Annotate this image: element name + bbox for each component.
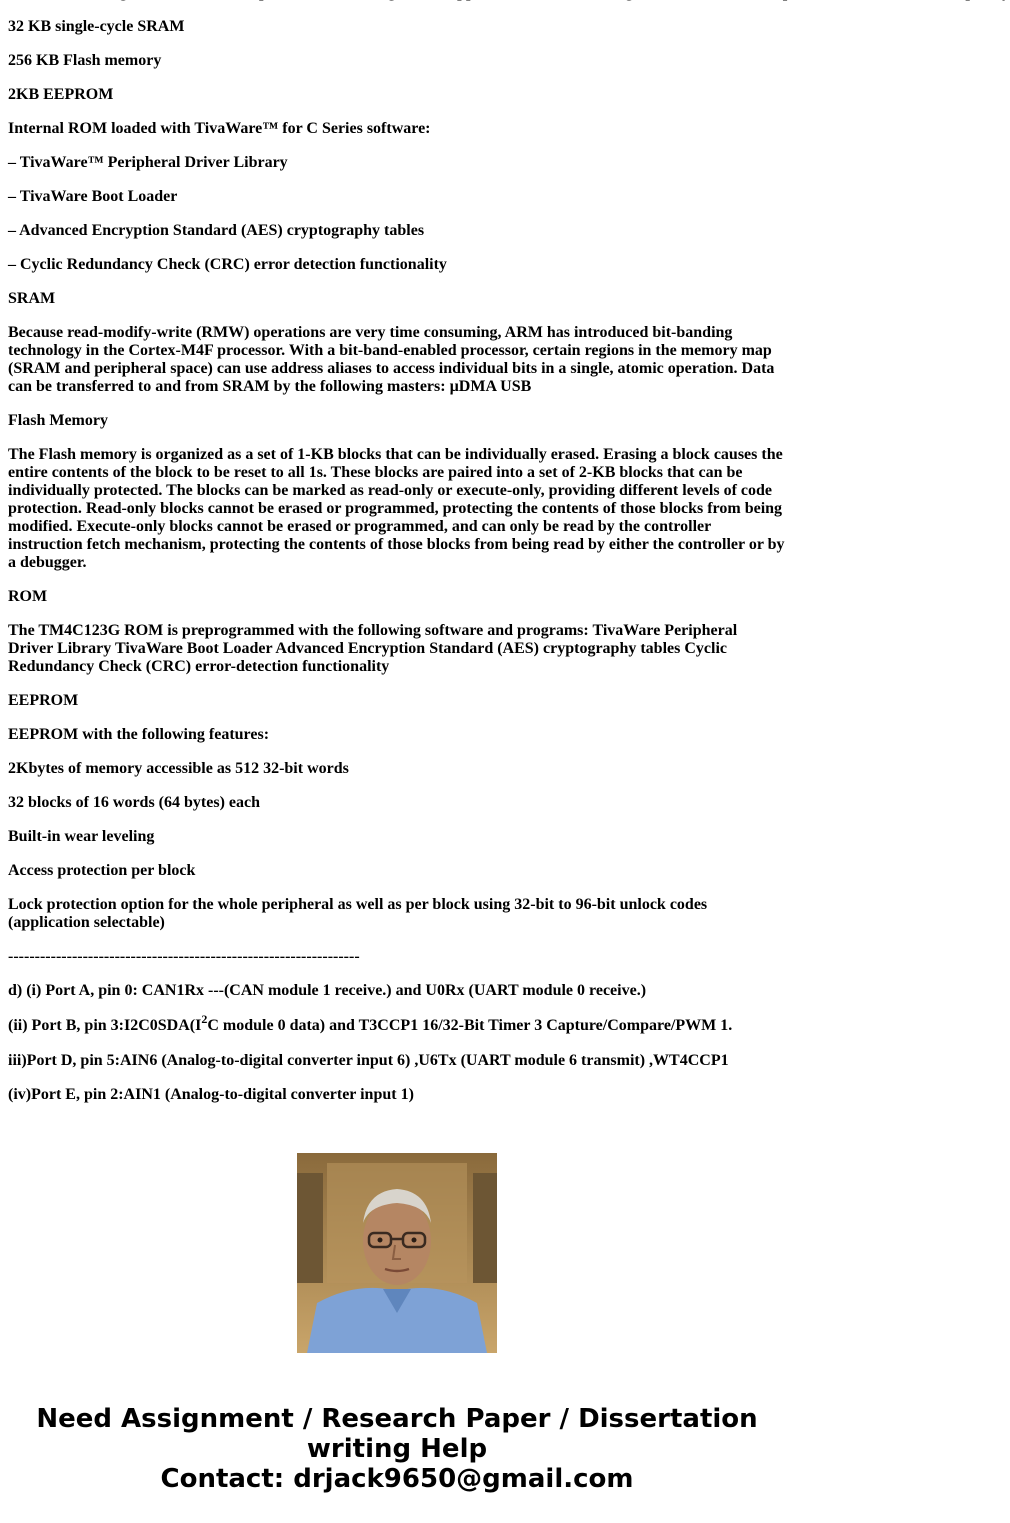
flash-description: The Flash memory is organized as a set of 1-KB blocks that can be individually erased. Erasing a block causes the entire contents of the block to be reset to all 1s. These blocks are paired into a set of 2-KB blocks that can be individually protected. The blocks can be marked as read-only or execute-only, providing different levels of code protection. Read-only blocks cannot be erased or programmed, protecting the contents of those blocks from being modified. Execute-only blocks cannot be erased or programmed, and can only be read by the controller instruction fetch mechanism, protecting the contents of those blocks from being read by either the controller or by a debugger.: [8, 446, 785, 571]
author-portrait-image: [297, 1153, 497, 1353]
cta-line-2: writing Help: [306, 1434, 488, 1464]
cta-line-1: Need Assignment / Research Paper / Dissertation: [36, 1404, 758, 1434]
eeprom-feature-wear-leveling: Built-in wear leveling: [8, 828, 155, 845]
feature-sram: 32 KB single-cycle SRAM: [8, 18, 185, 35]
port-b-text-before: (ii) Port B, pin 3:I2C0SDA(I: [8, 1017, 202, 1034]
answer-port-e: (iv)Port E, pin 2:AIN1 (Analog-to-digital converter input 1): [8, 1086, 414, 1103]
heading-flash-memory: Flash Memory: [8, 412, 108, 429]
cta-contact-email[interactable]: Contact: drjack9650@gmail.com: [160, 1464, 634, 1494]
rom-item-crc: – Cyclic Redundancy Check (CRC) error detection functionality: [8, 256, 447, 273]
feature-internal-rom: Internal ROM loaded with TivaWare™ for C Series software:: [8, 120, 431, 137]
sram-description: Because read-modify-write (RMW) operations are very time consuming, ARM has introduced bit-banding technology in the Cortex-M4F processor. With a bit-band-enabled processor, certain regions in the memory map (SRAM and peripheral space) can use address aliases to access individual bits in a single, atomic operation. Data can be transferred to and from SRAM by the following masters: µDMA USB: [8, 324, 775, 395]
port-b-superscript: 2: [201, 1011, 208, 1026]
feature-eeprom: 2KB EEPROM: [8, 86, 114, 103]
heading-sram: SRAM: [8, 290, 56, 307]
answer-port-b: [8, 1011, 786, 1035]
heading-eeprom: EEPROM: [8, 692, 79, 709]
rom-item-boot-loader: – TivaWare Boot Loader: [8, 188, 178, 205]
eeprom-feature-size: 2Kbytes of memory accessible as 512 32-bit words: [8, 760, 349, 777]
rom-item-driver-library: – TivaWare™ Peripheral Driver Library: [8, 154, 288, 171]
eeprom-intro: EEPROM with the following features:: [8, 726, 270, 743]
eeprom-feature-lock-protection: Lock protection option for the whole peripheral as well as per block using 32-bit to 96-bit unlock codes (application selectable): [8, 896, 708, 931]
rom-item-aes-tables: – Advanced Encryption Standard (AES) cryptography tables: [8, 222, 425, 239]
cut-off-line: [8, 0, 786, 2]
eeprom-feature-access-protection: Access protection per block: [8, 862, 196, 879]
rom-description: The TM4C123G ROM is preprogrammed with the following software and programs: TivaWare Peripheral Driver Library TivaWare Boot Loader Advanced Encryption Standard (AES) cryptography tables Cyclic Redundancy Check (CRC) error-detection functionality: [8, 622, 738, 675]
heading-rom: ROM: [8, 588, 48, 605]
port-b-text-after: C module 0 data) and T3CCP1 16/32-Bit Timer 3 Capture/Compare/PWM 1.: [207, 1017, 733, 1034]
document-body: [8, 0, 786, 1120]
answer-port-a: d) (i) Port A, pin 0: CAN1Rx ---(CAN module 1 receive.) and U0Rx (UART module 0 receive.): [8, 982, 647, 999]
divider-line: ------------------------------------------------------------------: [8, 948, 360, 965]
eeprom-feature-blocks: 32 blocks of 16 words (64 bytes) each: [8, 794, 260, 811]
author-avatar: [297, 1153, 497, 1353]
answer-port-d: iii)Port D, pin 5:AIN6 (Analog-to-digital converter input 6) ,U6Tx (UART module 6 transmit) ,WT4CCP1: [8, 1052, 729, 1069]
feature-flash: 256 KB Flash memory: [8, 52, 162, 69]
contact-banner: [0, 1404, 794, 1494]
